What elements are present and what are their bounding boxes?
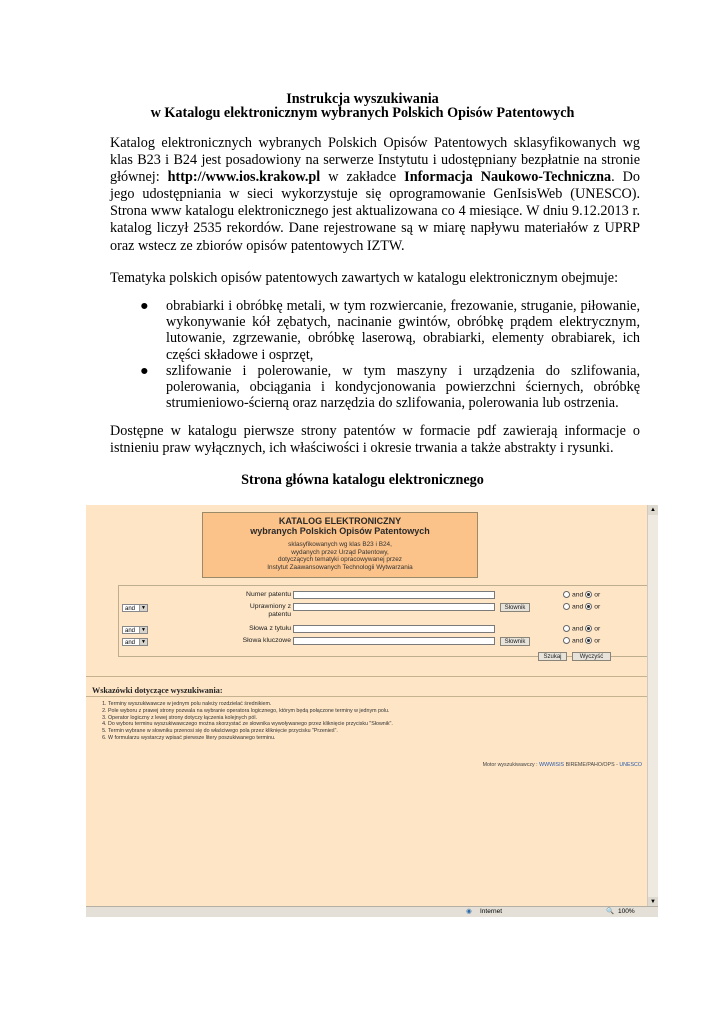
owner-input[interactable] (293, 603, 495, 611)
field-label: Numer patentu (246, 591, 291, 598)
logic-radio-group[interactable]: and or (563, 625, 600, 632)
zoom-icon[interactable]: 🔍 (606, 908, 615, 915)
topics-intro: Tematyka polskich opisów patentowych zawartych w katalogu elektronicznym obejmuje: (110, 270, 619, 286)
logic-radio-group[interactable]: and or (563, 637, 600, 644)
radio-or[interactable] (585, 591, 592, 598)
list-item: ● szlifowanie i polerowanie, w tym maszyny i urządzenia do szlifowania, polerowania, obciągania i kondycjonowania powierzchni ściernych, obróbkę strumieniowo-ścierną oraz narzędzia do szlifowania, polerowania lub ostrzenia. (140, 362, 640, 412)
radio-or[interactable] (585, 603, 592, 610)
vertical-scrollbar[interactable] (647, 505, 658, 907)
search-form (118, 585, 650, 657)
list-item: 4. Do wyboru terminu wyszukiwawczego można skorzystać ze słownika wywoływanego przez kliknięcie przycisku "Słownik". (108, 721, 608, 728)
radio-and[interactable] (563, 591, 570, 598)
logic-radio-group[interactable]: and or (563, 591, 600, 598)
list-item: ● obrabiarki i obróbkę metali, w tym rozwiercanie, frezowanie, struganie, piłowanie, wykonywanie kół zębatych, nacinanie gwintów, obróbkę prądem elektrycznym, lutowanie, zgrzewanie, obróbkę laserową, obrabiarki, elementy obrabiarek, ich części składowe i osprzęt, (140, 298, 640, 363)
catalog-title: KATALOG ELEKTRONICZNY wybranych Polskich Opisów Patentowych (250, 516, 430, 536)
intro-paragraph (110, 135, 640, 255)
topics-list (110, 298, 640, 411)
catalog-subtitle: sklasyfikowanych wg klas B23 i B24, wydanych przez Urząd Patentowy, dotyczących tematyki opracowywanej przez Instytut Zaawansowanych Technologii Wytwarzania (267, 541, 413, 571)
radio-and[interactable] (563, 625, 570, 632)
divider (86, 696, 648, 697)
title-words-input[interactable] (293, 625, 495, 633)
field-label: Słowa kluczowe (242, 637, 291, 644)
operator-select[interactable]: and ▼ (122, 638, 148, 646)
clear-button[interactable]: Wyczyść (572, 652, 611, 661)
list-item: 1. Terminy wyszukiwawcze w jednym polu należy rozdzielać średnikiem. (108, 701, 608, 708)
globe-icon: ◉ (466, 908, 472, 915)
radio-or[interactable] (585, 625, 592, 632)
document-title-line1: Instrukcja wyszukiwania (286, 91, 439, 107)
chevron-down-icon: ▼ (139, 639, 147, 645)
browser-status-bar (86, 906, 658, 917)
section-title: Strona główna katalogu elektronicznego (241, 472, 484, 488)
catalog-screenshot (86, 505, 658, 917)
bullet-icon: ● (140, 362, 149, 379)
wwwisis-link[interactable]: WWWISIS (539, 762, 565, 768)
logic-radio-group[interactable]: and or (563, 603, 600, 610)
keywords-input[interactable] (293, 637, 495, 645)
field-label: Uprawniony z patentu (249, 603, 291, 618)
availability-paragraph: Dostępne w katalogu pierwsze strony patentów w formacie pdf zawierają informacje o istnieniu praw wyłącznych, ich właściwości i okresie trwania a także abstrakty i rysunki. (110, 423, 640, 457)
divider (86, 676, 648, 677)
intro-text-c: . Do jego udostępniania w sieci wykorzystuje się oprogramowanie GenIsisWeb (UNESCO). Strona www katalogu elektronicznego jest aktualizowana co 4 miesiące. W dniu 9.12.2013 r. katalog liczył 2535 rekordów. Dane rejestrowane są w miarę napływu materiałów z UPRP oraz wstecz ze zbiorów opisów patentowych IZTW. (110, 169, 641, 254)
operator-select[interactable]: and ▼ (122, 604, 148, 612)
website-url: http://www.ios.krakow.pl (167, 169, 321, 186)
scroll-up-icon[interactable]: ▲ (648, 505, 658, 515)
list-item: 3. Operator logiczny z lewej strony dotyczy łączenia kolejnych pól. (108, 715, 608, 722)
bullet-icon: ● (140, 298, 149, 314)
form-row-keywords (119, 637, 649, 648)
list-item: 6. W formularzu wystarczy wpisać pierwsze litery poszukiwanego terminu. (108, 735, 608, 742)
chevron-down-icon: ▼ (139, 627, 147, 633)
form-row-patent-number (119, 591, 649, 602)
unesco-link[interactable]: UNESCO (619, 762, 642, 768)
dictionary-button[interactable]: Słownik (500, 603, 530, 612)
operator-select[interactable]: and ▼ (122, 626, 148, 634)
intro-text-a: Katalog elektronicznych wybranych Polskich Opisów Patentowych sklasyfikowanych wg klas B23 i B24 jest posadowiony na serwerze Instytutu i udostępniany bezpłatnie na stronie głównej: (110, 135, 640, 186)
dictionary-button[interactable]: Słownik (500, 637, 530, 646)
catalog-header (202, 512, 478, 578)
list-item: 5. Termin wybrane w słowniku przenosi się do właściwego pola przez kliknięcie przycisku "Przenieś". (108, 728, 608, 735)
engine-credits: Motor wyszukiwawczy : WWWISIS BIREME/PAHO/OPS - UNESCO (482, 762, 642, 768)
zoom-level[interactable]: 100% (618, 908, 635, 915)
field-label: Słowa z tytułu (249, 625, 291, 632)
hints-list (96, 701, 608, 742)
radio-and[interactable] (563, 637, 570, 644)
radio-and[interactable] (563, 603, 570, 610)
document-title-line2: w Katalogu elektronicznym wybranych Polskich Opisów Patentowych (150, 105, 575, 121)
zone-label: Internet (480, 908, 503, 915)
hints-title: Wskazówki dotyczące wyszukiwania: (92, 686, 223, 695)
list-item: 2. Pole wyboru z prawej strony pozwala na wybranie operatora logicznego, którym będą połączone terminy w jednym polu. (108, 708, 608, 715)
chevron-down-icon: ▼ (139, 605, 147, 611)
form-row-title-words (119, 625, 649, 636)
search-button[interactable]: Szukaj (538, 652, 567, 661)
patent-number-input[interactable] (293, 591, 495, 599)
intro-text-b: w zakładce (320, 169, 405, 186)
form-row-owner (119, 603, 649, 618)
scroll-down-icon[interactable]: ▼ (648, 897, 658, 907)
radio-or[interactable] (585, 637, 592, 644)
tab-name: Informacja Naukowo-Techniczna (404, 169, 612, 186)
